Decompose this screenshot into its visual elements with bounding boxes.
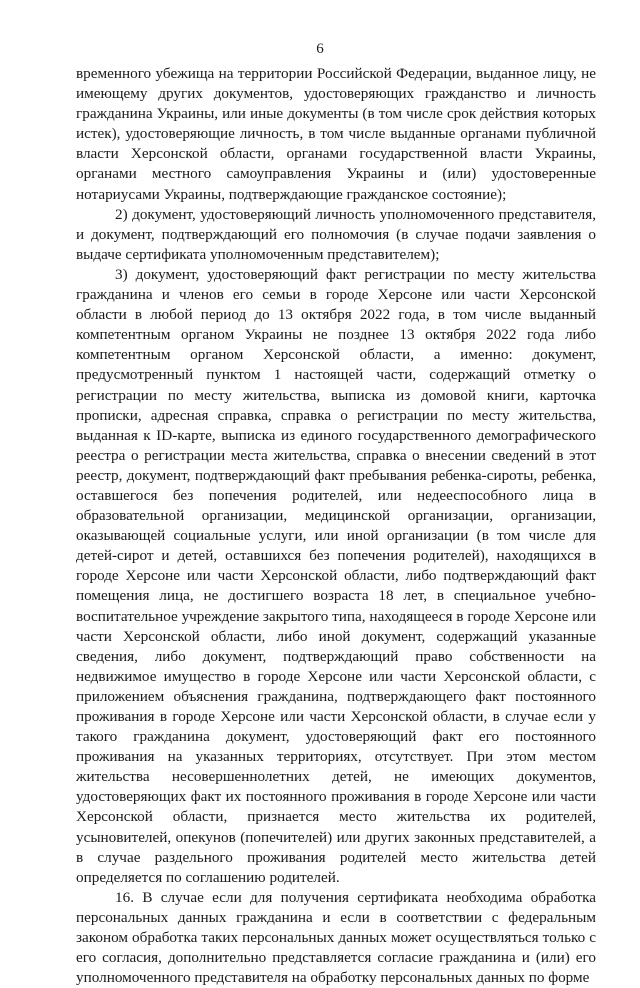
page-number: 6	[316, 41, 324, 57]
paragraph-continuation: временного убежища на территории Российской Федерации, выданное лицу, не имеющему других документов, удостоверяющих гражданство и личность гражданина Украины, или иные документы (в том числе срок действия которых истек), удостоверяющие личность, в том числе выданные органами публичной власти Херсонской области, органами государственной власти Украины, органами местного самоуправления Украины и (или) удостоверенные нотариусами Украины, подтверждающие гражданское состояние);	[76, 65, 596, 203]
document-body	[76, 64, 596, 988]
paragraph-item-2: 2) документ, удостоверяющий личность уполномоченного представителя, и документ, подтверждающий его полномочия (в случае подачи заявления о выдаче сертификата уполномоченным представителем);	[76, 205, 596, 263]
paragraph-section-16: 16. В случае если для получения сертификата необходима обработка персональных данных гражданина и если в соответствии с федеральным законом обработка таких персональных данных может осуществляться только с его согласия, дополнительно представляется согласие гражданина и (или) его уполномоченного представителя на обработку персональных данных по форме	[76, 888, 596, 987]
paragraph-item-3: 3) документ, удостоверяющий факт регистрации по месту жительства гражданина и членов его семьи в городе Херсоне или части Херсонской области в любой период до 13 октября 2022 года, в том числе выданный компетентным органом Украины не позднее 13 октября 2022 года либо компетентным органом Херсонской области, а именно: документ, предусмотренный пунктом 1 настоящей части, содержащий отметку о регистрации по месту жительства, выписка из домовой книги, карточка прописки, адресная справка, справка о регистрации по месту жительства, выданная к ID-карте, выписка из единого государственного демографического реестра о регистрации места жительства, справка о внесении сведений в этот реестр, документ, подтверждающий факт пребывания ребенка-сироты, ребенка, оставшегося без попечения родителей, или недееспособного лица в образовательной организации, медицинской организации, организации, оказывающей социальные услуги, или иной организации (в том числе для детей-сирот и детей, оставшихся без попечения родителей), находящихся в городе Херсоне или части Херсонской области, либо подтверждающий факт помещения лица, не достигшего возраста 18 лет, в специальное учебно-воспитательное учреждение закрытого типа, находящееся в городе Херсоне или части Херсонской области, либо иной документ, содержащий указанные сведения, либо документ, подтверждающий право собственности на недвижимое имущество в городе Херсоне или части Херсонской области, с приложением объяснения гражданина, подтверждающего факт постоянного проживания в городе Херсоне или части Херсонской области, в случае если у такого гражданина документ, удостоверяющий факт его постоянного проживания на указанных территориях, отсутствует. При этом местом жительства несовершеннолетних детей, не имеющих документов, удостоверяющих факт их постоянного проживания в городе Херсоне или части Херсонской области, признается место жительства их родителей, усыновителей, опекунов (попечителей) или других законных представителей, а в случае раздельного проживания родителей место жительства детей определяется по соглашению родителей.	[76, 265, 596, 886]
